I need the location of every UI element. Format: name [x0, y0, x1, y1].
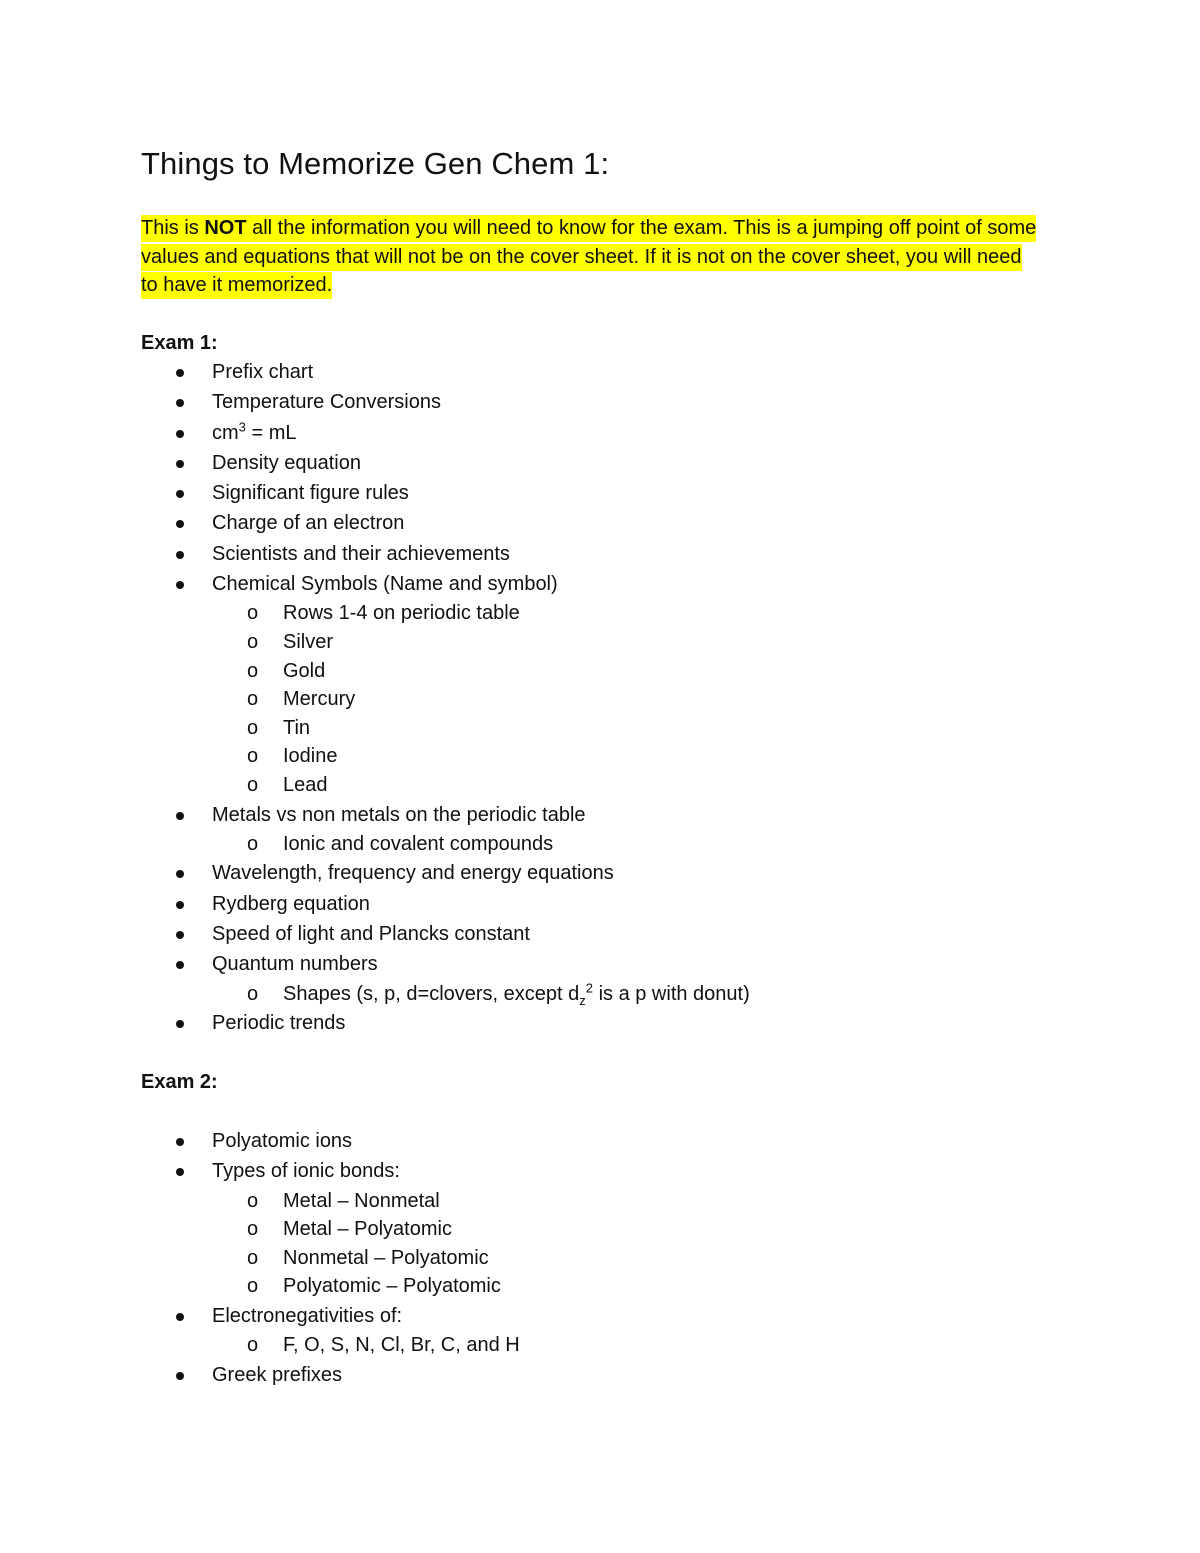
notice-highlight — [141, 215, 1036, 299]
list-item: Significant figure rules — [0, 478, 750, 508]
sub-list-item: o Mercury — [0, 685, 750, 714]
notice-prefix: This is — [141, 217, 205, 239]
unit-ml: = mL — [245, 421, 297, 444]
list-item — [0, 569, 750, 799]
list-item-label: Chemical Symbols (Name and symbol) — [212, 573, 558, 596]
sub-list-item: o Rows 1-4 on periodic table — [0, 599, 750, 628]
notice-suffix: all the information you will need to know for the exam. This is a jumping off point of some values and equations that will not be on the cover sheet. If it is not on the cover sheet, you will need to have it memorized. — [141, 217, 1037, 296]
sub-list-item: o Metal – Nonmetal — [0, 1187, 520, 1216]
sub-list — [212, 599, 750, 799]
unit-cm: cm — [212, 421, 239, 444]
list-item: Speed of light and Plancks constant — [0, 919, 750, 949]
sub-list — [212, 1331, 520, 1360]
exam1-heading: Exam 1: — [141, 332, 218, 354]
list-item: Scientists and their achievements — [0, 539, 750, 569]
list-item: Wavelength, frequency and energy equations — [0, 858, 750, 888]
sub-list-item: o Polyatomic – Polyatomic — [0, 1272, 520, 1301]
notice-emphasis: NOT — [204, 217, 247, 239]
shapes-text: Shapes (s, p, d=clovers, except d — [283, 982, 580, 1005]
list-item — [0, 1301, 520, 1360]
list-item-label: Electronegativities of: — [212, 1304, 403, 1327]
sub-list-item: o Ionic and covalent compounds — [0, 830, 750, 859]
sub-list — [212, 980, 750, 1009]
list-item-label: Types of ionic bonds: — [212, 1160, 400, 1183]
list-item: Density equation — [0, 448, 750, 478]
list-item: Rydberg equation — [0, 889, 750, 919]
sub-list-item — [0, 980, 750, 1009]
document-title: Things to Memorize Gen Chem 1: — [141, 146, 610, 181]
highlighted-notice — [141, 214, 1041, 300]
sub-list-item: o Metal – Polyatomic — [0, 1215, 520, 1244]
list-item: Polyatomic ions — [0, 1126, 520, 1156]
exam1-list — [0, 357, 750, 1039]
sub-list-item: o Iodine — [0, 742, 750, 771]
list-item: Charge of an electron — [0, 508, 750, 538]
exam2-list — [0, 1126, 520, 1390]
unit-cm-exponent: 3 — [238, 418, 246, 434]
list-item: Temperature Conversions — [0, 387, 750, 417]
sub-list-item: o Gold — [0, 657, 750, 686]
sub-list-item: o Silver — [0, 628, 750, 657]
list-item-label: Metals vs non metals on the periodic table — [212, 803, 586, 826]
sub-list-item: o Lead — [0, 771, 750, 800]
list-item: Greek prefixes — [0, 1360, 520, 1390]
sub-list — [212, 1187, 520, 1301]
list-item — [0, 800, 750, 859]
orbital-superscript: 2 — [585, 979, 594, 995]
sub-list — [212, 830, 750, 859]
list-item: Periodic trends — [0, 1008, 750, 1038]
list-item — [0, 1156, 520, 1301]
sub-list-item: o F, O, S, N, Cl, Br, C, and H — [0, 1331, 520, 1360]
list-item: Prefix chart — [0, 357, 750, 387]
list-item — [0, 949, 750, 1008]
orbital-subscript: z — [579, 992, 586, 1008]
exam2-heading: Exam 2: — [141, 1071, 218, 1093]
shapes-text-rest: is a p with donut) — [593, 982, 750, 1005]
sub-list-item: o Tin — [0, 714, 750, 743]
sub-list-item: o Nonmetal – Polyatomic — [0, 1244, 520, 1273]
list-item-label: Quantum numbers — [212, 953, 378, 976]
list-item — [0, 418, 750, 448]
